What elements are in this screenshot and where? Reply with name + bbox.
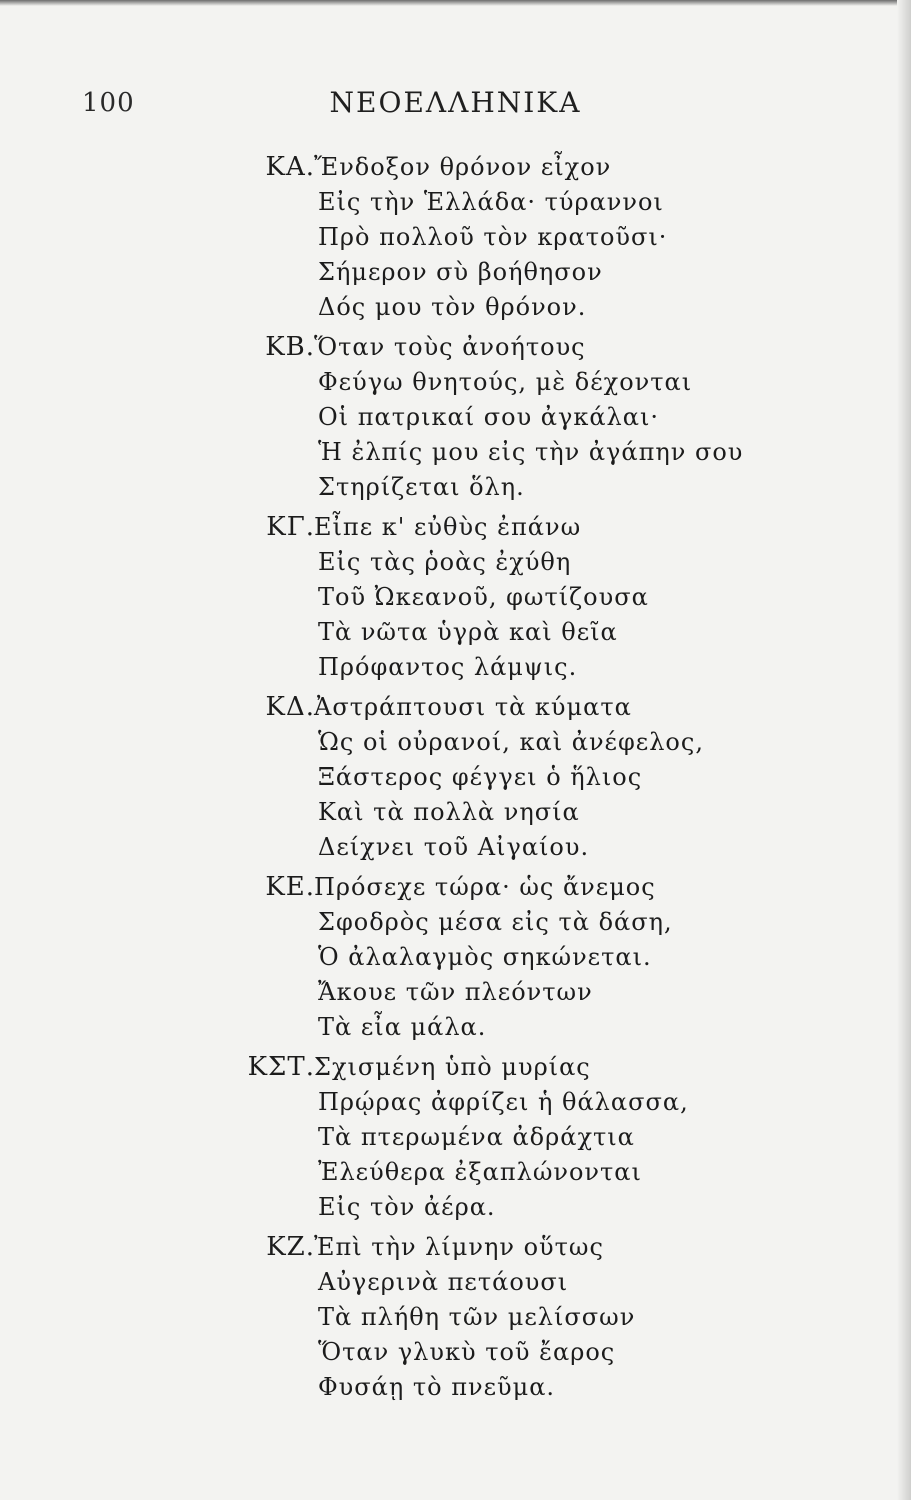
verse-line: Καὶ τὰ πολλὰ νησία bbox=[318, 798, 580, 826]
verse-line: Πρόφαντος λάμψις. bbox=[318, 653, 578, 681]
stanza bbox=[0, 1050, 900, 1230]
stanza-lines bbox=[314, 1050, 689, 1225]
verse-line: Σφοδρὸς μέσα εἰς τὰ δάση, bbox=[318, 908, 673, 936]
stanza-lines bbox=[314, 510, 649, 685]
stanza-numeral: ΚΣΤ. bbox=[247, 1052, 315, 1082]
stanza-lines bbox=[314, 690, 704, 865]
stanza bbox=[0, 1230, 900, 1410]
stanza bbox=[0, 330, 900, 510]
stanza-numeral: ΚΕ. bbox=[265, 872, 315, 902]
stanza-lines bbox=[314, 150, 668, 325]
verse-line: Ξάστερος φέγγει ὁ ἥλιος bbox=[318, 763, 643, 791]
verse-line: Τὰ πτερωμένα ἀδράχτια bbox=[318, 1123, 635, 1151]
poem-body bbox=[0, 150, 900, 1410]
verse-line: Ὡς οἱ οὐρανοί, καὶ ἀνέφελος, bbox=[318, 728, 704, 756]
verse-line: Φεύγω θνητούς, μὲ δέχονται bbox=[318, 368, 693, 396]
verse-line: Ὅταν γλυκὺ τοῦ ἔαρος bbox=[318, 1338, 616, 1366]
verse-line: Ἄκουε τῶν πλεόντων bbox=[318, 978, 593, 1006]
verse-line: Φυσάῃ τὸ πνεῦμα. bbox=[318, 1373, 556, 1401]
verse-line: Οἱ πατρικαί σου ἀγκάλαι· bbox=[318, 403, 660, 431]
stanza bbox=[0, 870, 900, 1050]
verse-line: Ἔνδοξον θρόνον εἶχον bbox=[314, 153, 612, 181]
verse-line: Σήμερον σὺ βοήθησον bbox=[318, 258, 603, 286]
page-number: 100 bbox=[82, 88, 135, 118]
verse-line: Ὅταν τοὺς ἀνοήτους bbox=[314, 333, 586, 361]
stanza bbox=[0, 510, 900, 690]
verse-line: Εἰς τὸν ἀέρα. bbox=[318, 1193, 496, 1221]
verse-line: Τοῦ Ὠκεανοῦ, φωτίζουσα bbox=[318, 583, 649, 611]
stanza-lines bbox=[314, 1230, 636, 1405]
running-title: ΝΕΟΕΛΛΗΝΙΚΑ bbox=[329, 86, 582, 119]
verse-line: Εἰς τὰς ῥοὰς ἐχύθη bbox=[318, 548, 572, 576]
stanza-numeral: ΚΑ. bbox=[265, 152, 315, 182]
stanza-numeral: ΚΖ. bbox=[266, 1232, 315, 1262]
stanza-numeral: ΚΒ. bbox=[265, 332, 315, 362]
verse-line: Τὰ πλήθη τῶν μελίσσων bbox=[318, 1303, 636, 1331]
page-top-edge bbox=[0, 0, 911, 6]
verse-line: Ὁ ἀλαλαγμὸς σηκώνεται. bbox=[318, 943, 652, 971]
stanza-lines bbox=[314, 330, 744, 505]
verse-line: Ἐλεύθερα ἐξαπλώνονται bbox=[318, 1158, 642, 1186]
verse-line: Πρὸ πολλοῦ τὸν κρατοῦσι· bbox=[318, 223, 668, 251]
stanza-numeral: ΚΓ. bbox=[266, 512, 315, 542]
stanza bbox=[0, 150, 900, 330]
verse-line: Εἰς τὴν Ἑλλάδα· τύραννοι bbox=[318, 188, 664, 216]
verse-line: Τὰ νῶτα ὑγρὰ καὶ θεῖα bbox=[318, 618, 618, 646]
verse-line: Αὐγερινὰ πετάουσι bbox=[318, 1268, 569, 1296]
stanza bbox=[0, 690, 900, 870]
verse-line: Δείχνει τοῦ Αἰγαίου. bbox=[318, 833, 590, 861]
verse-line: Ἡ ἐλπίς μου εἰς τὴν ἀγάπην σου bbox=[318, 438, 744, 466]
verse-line: Σχισμένη ὑπὸ μυρίας bbox=[314, 1053, 591, 1081]
stanza-numeral: ΚΔ. bbox=[265, 692, 315, 722]
verse-line: Πρῴρας ἀφρίζει ἡ θάλασσα, bbox=[318, 1088, 689, 1116]
stanza-lines bbox=[314, 870, 673, 1045]
verse-line: Εἶπε κ' εὐθὺς ἐπάνω bbox=[314, 513, 582, 541]
verse-line: Πρόσεχε τώρα· ὡς ἄνεμος bbox=[314, 873, 656, 901]
verse-line: Τὰ εἶα μάλα. bbox=[318, 1013, 487, 1041]
verse-line: Ἀστράπτουσι τὰ κύματα bbox=[314, 693, 632, 721]
verse-line: Ἐπὶ τὴν λίμνην οὕτως bbox=[314, 1233, 604, 1261]
verse-line: Δός μου τὸν θρόνον. bbox=[318, 293, 587, 321]
verse-line: Στηρίζεται ὅλη. bbox=[318, 473, 525, 501]
